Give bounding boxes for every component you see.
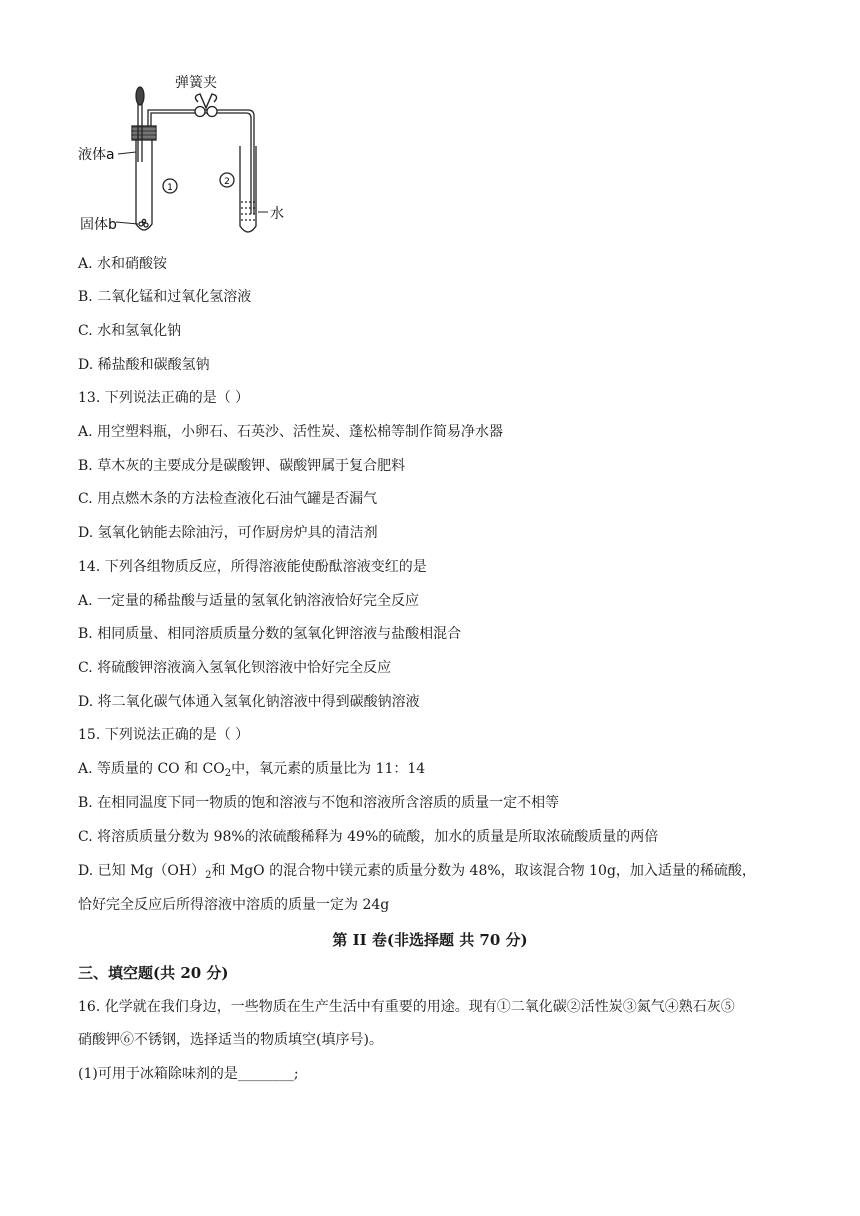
section3-title: 三、填空题(共 20 分) [78, 964, 229, 982]
q14-option-c: C. 将硫酸钾溶液滴入氢氧化钡溶液中恰好完全反应 [78, 660, 392, 676]
q13-option-d: D. 氢氧化钠能去除油污，可作厨房炉具的清洁剂 [78, 525, 378, 541]
q14-stem: 14. 下列各组物质反应，所得溶液能使酚酞溶液变红的是 [78, 559, 427, 575]
q16-line2: 硝酸钾⑥不锈钢，选择适当的物质填空(填序号)。 [78, 1032, 383, 1048]
part2-title: 第 II 卷(非选择题 共 70 分) [332, 931, 528, 949]
tube1-number: 1 [167, 183, 173, 193]
q13-option-b: B. 草木灰的主要成分是碳酸钾、碳酸钾属于复合肥料 [78, 458, 406, 474]
q15-option-b: B. 在相同温度下同一物质的饱和溶液与不饱和溶液所含溶质的质量一定不相等 [78, 795, 560, 811]
q14-option-d: D. 将二氧化碳气体通入氢氧化钠溶液中得到碳酸钠溶液 [78, 694, 420, 710]
tube2-number: 2 [224, 177, 230, 187]
q13-option-a: A. 用空塑料瓶，小卵石、石英沙、活性炭、蓬松棉等制作简易净水器 [78, 424, 504, 440]
q15-d-subscript: 2 [205, 870, 212, 881]
q14-option-a: A. 一定量的稀盐酸与适量的氢氧化钠溶液恰好完全反应 [78, 593, 420, 609]
water-label: 水 [270, 206, 284, 222]
q16-item1: (1)可用于冰箱除味剂的是________; [78, 1066, 299, 1082]
liquid-a-label: 液体a [78, 147, 115, 163]
q15-option-a [78, 759, 425, 779]
q15-option-d [78, 861, 756, 881]
q12-option-d: D. 稀盐酸和碳酸氢钠 [78, 357, 210, 373]
solid-b-label: 固体b [80, 217, 117, 233]
q16-line1: 16. 化学就在我们身边，一些物质在生产生活中有重要的用途。现有①二氧化碳②活性炭③氮气④熟石灰⑤ [78, 999, 735, 1015]
q13-option-c: C. 用点燃木条的方法检查液化石油气罐是否漏气 [78, 491, 378, 507]
q15-option-d-line2: 恰好完全反应后所得溶液中溶质的质量一定为 24g [78, 897, 390, 913]
q15-stem: 15. 下列说法正确的是（ ） [78, 727, 250, 743]
q14-option-b: B. 相同质量、相同溶质质量分数的氢氧化钾溶液与盐酸相混合 [78, 626, 462, 642]
q15-option-c: C. 将溶质质量分数为 98%的浓硫酸稀释为 49%的硫酸，加水的质量是所取浓硫酸质量的两倍 [78, 829, 659, 845]
q15-a-subscript: 2 [224, 768, 232, 779]
q15-d-text-2: 和 MgO 的混合物中镁元素的质量分数为 48%，取该混合物 10g，加入适量的稀硫酸， [211, 863, 756, 879]
q12-option-b: B. 二氧化锰和过氧化氢溶液 [78, 289, 252, 305]
q12-option-c: C. 水和氢氧化钠 [78, 323, 182, 339]
q15-d-text-1: D. 已知 Mg（OH） [78, 863, 206, 879]
spring-clip-label: 弹簧夹 [175, 75, 217, 91]
q15-a-text-2: 中，氧元素的质量比为 11：14 [231, 761, 426, 777]
q13-stem: 13. 下列说法正确的是（ ） [78, 390, 250, 406]
q15-a-text-1: A. 等质量的 CO 和 CO [78, 761, 225, 777]
apparatus-figure [78, 74, 298, 244]
q12-option-a: A. 水和硝酸铵 [78, 256, 168, 272]
